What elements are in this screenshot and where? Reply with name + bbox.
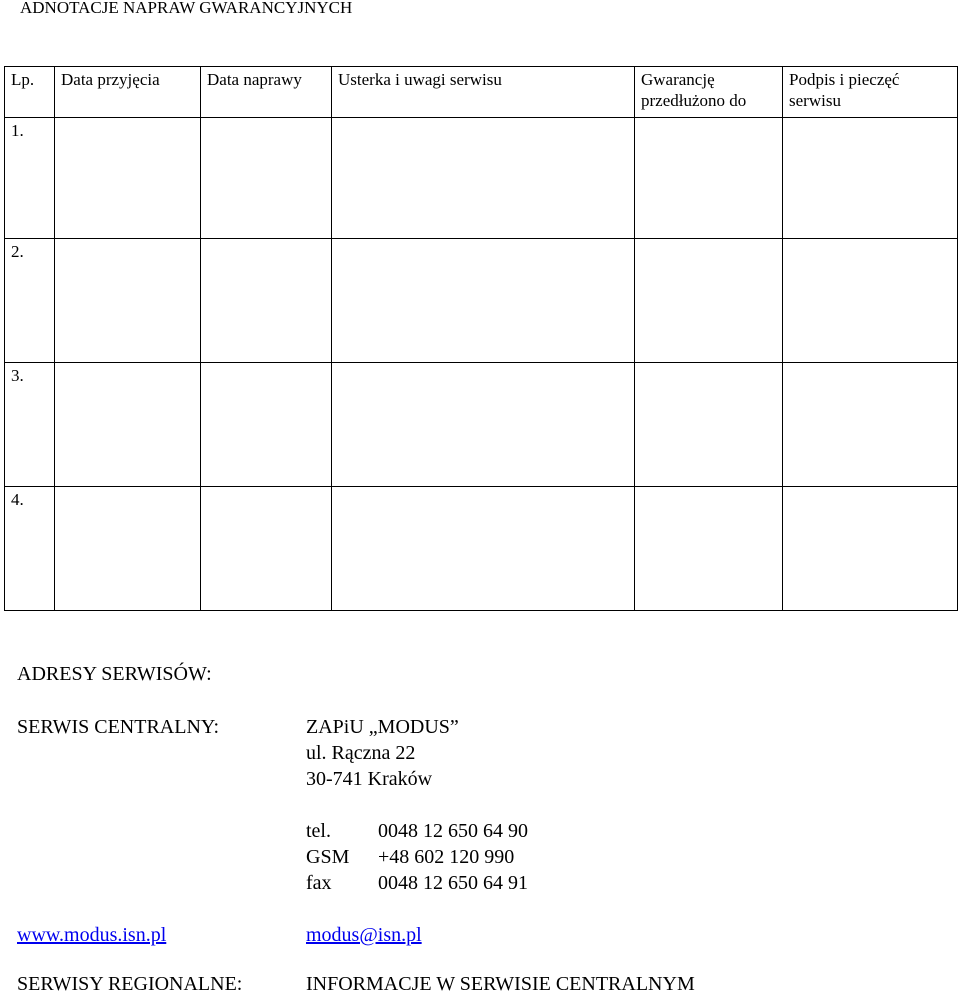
cell-received-date: [55, 239, 201, 363]
cell-signature-stamp: [783, 363, 958, 487]
fax-line: [306, 870, 528, 896]
row-number: 4.: [5, 487, 55, 611]
table-row: [5, 363, 958, 487]
cell-warranty-extended: [635, 487, 783, 611]
website-link[interactable]: www.modus.isn.pl: [17, 924, 167, 946]
header-fault-notes: Usterka i uwagi serwisu: [332, 67, 635, 118]
header-received-date: Data przyjęcia: [55, 67, 201, 118]
phone-label: tel.: [306, 820, 331, 842]
fax-label: fax: [306, 872, 332, 894]
row-number: 3.: [5, 363, 55, 487]
cell-fault-notes: [332, 239, 635, 363]
cell-received-date: [55, 118, 201, 239]
central-service-city: 30-741 Kraków: [306, 768, 433, 790]
cell-warranty-extended: [635, 118, 783, 239]
regional-services-label: SERWISY REGIONALNE:: [17, 973, 243, 995]
cell-received-date: [55, 487, 201, 611]
service-addresses-heading: ADRESY SERWISÓW:: [17, 663, 212, 685]
document-title: ADNOTACJE NAPRAW GWARANCYJNYCH: [20, 0, 353, 17]
cell-fault-notes: [332, 118, 635, 239]
email-link[interactable]: modus@isn.pl: [306, 924, 422, 946]
cell-repair-date: [201, 239, 332, 363]
regional-services-info: INFORMACJE W SERWISIE CENTRALNYM: [306, 973, 695, 995]
header-signature-stamp: Podpis i pieczęć serwisu: [783, 67, 958, 118]
mobile-line: [306, 844, 514, 870]
central-service-label: SERWIS CENTRALNY:: [17, 716, 220, 738]
table-row: [5, 118, 958, 239]
cell-received-date: [55, 363, 201, 487]
mobile-label: GSM: [306, 846, 350, 868]
cell-signature-stamp: [783, 118, 958, 239]
row-number: 2.: [5, 239, 55, 363]
cell-warranty-extended: [635, 363, 783, 487]
phone-line: [306, 818, 528, 844]
table-row: [5, 239, 958, 363]
central-service-name: ZAPiU „MODUS”: [306, 716, 459, 738]
cell-fault-notes: [332, 363, 635, 487]
fax-number: 0048 12 650 64 91: [378, 872, 528, 894]
table-row: [5, 487, 958, 611]
cell-warranty-extended: [635, 239, 783, 363]
row-number: 1.: [5, 118, 55, 239]
cell-signature-stamp: [783, 487, 958, 611]
cell-repair-date: [201, 118, 332, 239]
table-header-row: [5, 67, 958, 118]
cell-repair-date: [201, 487, 332, 611]
header-repair-date: Data naprawy: [201, 67, 332, 118]
phone-number: 0048 12 650 64 90: [378, 820, 528, 842]
warranty-repairs-table: [4, 66, 958, 611]
central-service-street: ul. Rączna 22: [306, 742, 416, 764]
cell-fault-notes: [332, 487, 635, 611]
cell-repair-date: [201, 363, 332, 487]
mobile-number: +48 602 120 990: [378, 846, 515, 868]
header-lp: Lp.: [5, 67, 55, 118]
header-warranty-extended: Gwarancję przedłużono do: [635, 67, 783, 118]
cell-signature-stamp: [783, 239, 958, 363]
